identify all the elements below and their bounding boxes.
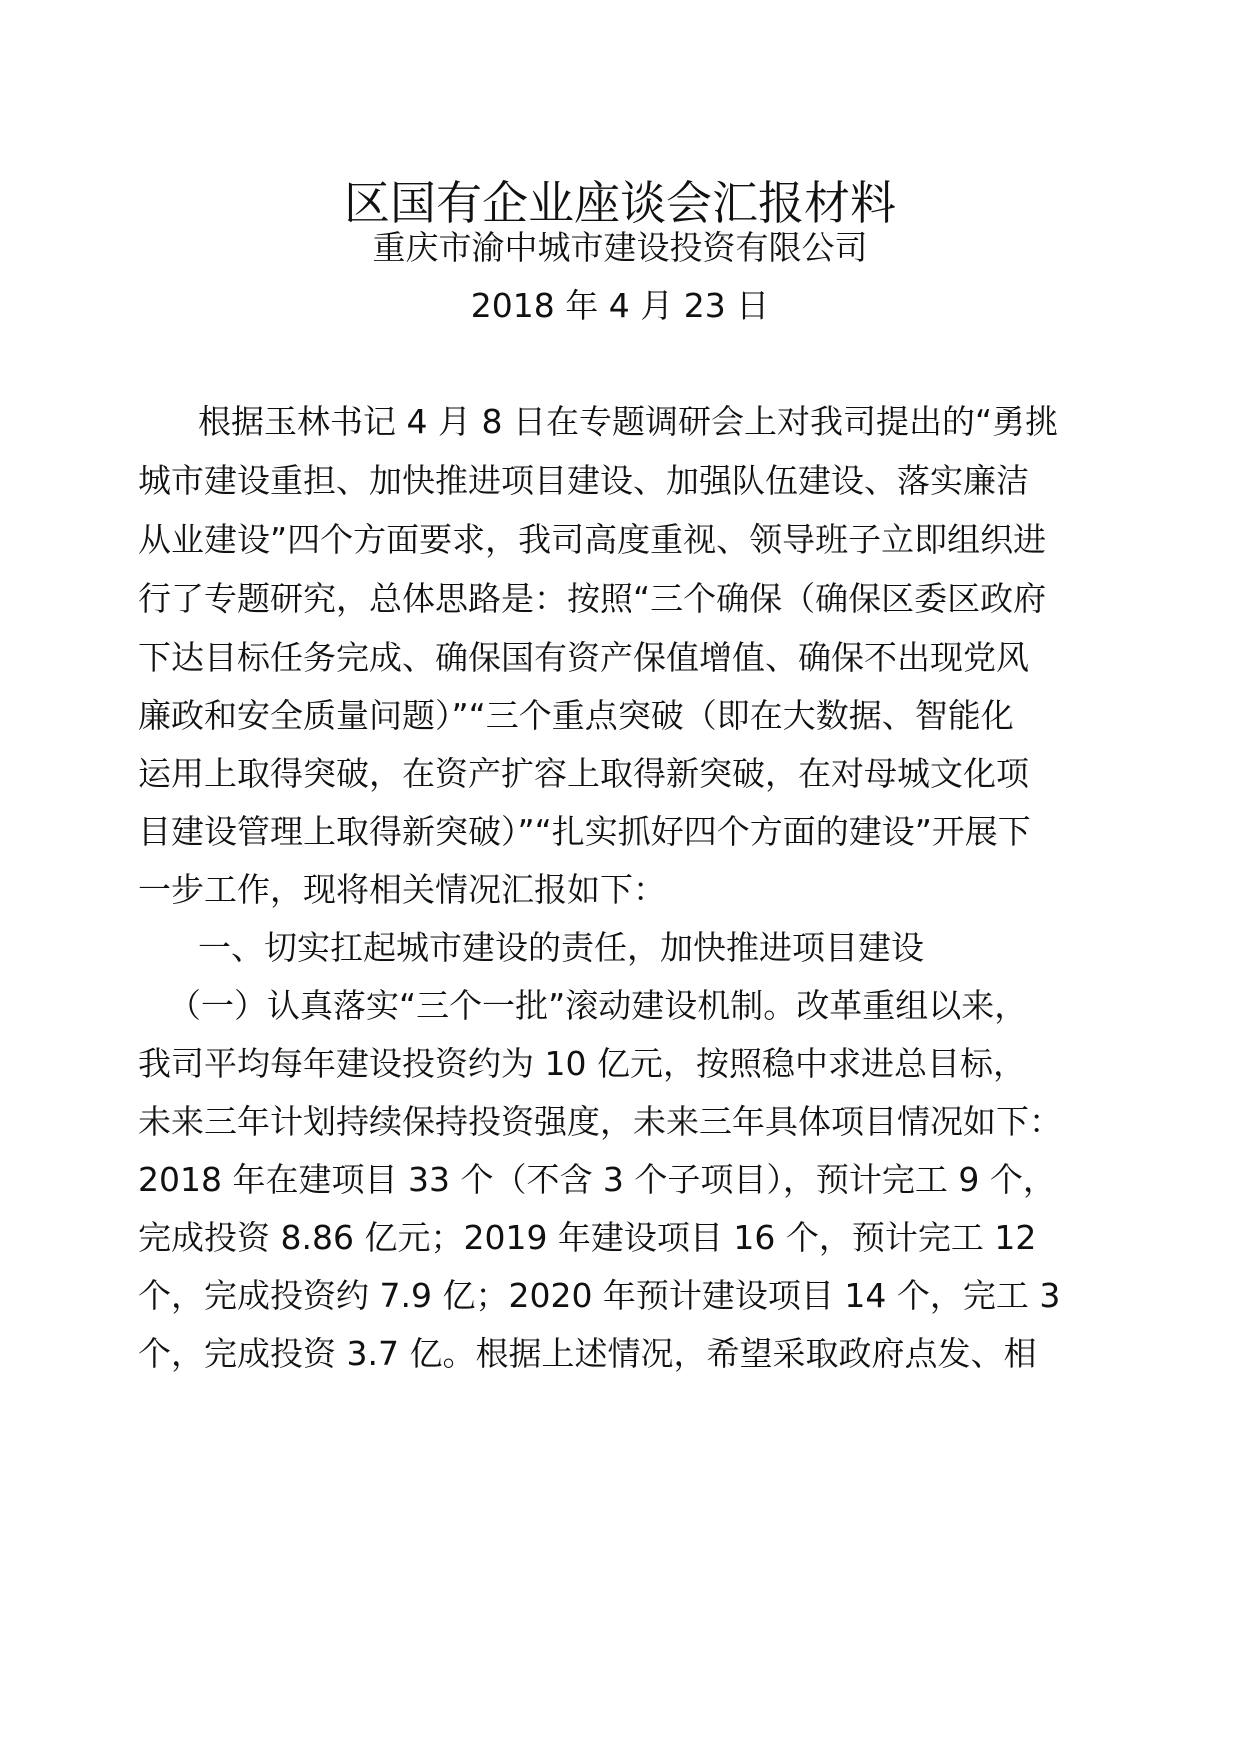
paragraph-line: 从业建设”四个方面要求，我司高度重视、领导班子立即组织进 <box>138 520 1047 559</box>
section-heading: 一、切实扛起城市建设的责任，加快推进项目建设 <box>198 928 924 967</box>
paragraph-line: 城市建设重担、加快推进项目建设、加强队伍建设、落实廉洁 <box>138 461 1029 500</box>
report-date: 2018 年 4 月 23 日 <box>470 286 770 325</box>
paragraph-line: 一步工作，现将相关情况汇报如下： <box>138 870 666 909</box>
paragraph-line: 廉政和安全质量问题）”“三个重点突破（即在大数据、智能化 <box>138 696 1014 735</box>
paragraph-line: 个，完成投资约 7.9 亿；2020 年预计建设项目 14 个，完工 3 <box>138 1276 1061 1315</box>
paragraph-line: 个，完成投资 3.7 亿。根据上述情况，希望采取政府点发、相 <box>138 1334 1037 1373</box>
company-name: 重庆市渝中城市建设投资有限公司 <box>372 228 868 267</box>
paragraph-line: 根据玉林书记 4 月 8 日在专题调研会上对我司提出的“勇挑 <box>198 402 1059 441</box>
subsection-line: （一）认真落实“三个一批”滚动建设机制。改革重组以来， <box>168 986 1028 1025</box>
paragraph-line: 我司平均每年建设投资约为 10 亿元，按照稳中求进总目标， <box>138 1044 1026 1083</box>
paragraph-line: 下达目标任务完成、确保国有资产保值增值、确保不出现党风 <box>138 638 1029 677</box>
paragraph-line: 目建设管理上取得新突破）”“扎实抓好四个方面的建设”开展下 <box>138 812 1031 851</box>
paragraph-line: 完成投资 8.86 亿元；2019 年建设项目 16 个，预计完工 12 <box>138 1218 1037 1257</box>
paragraph-line: 未来三年计划持续保持投资强度，未来三年具体项目情况如下： <box>138 1102 1062 1141</box>
paragraph-line: 运用上取得突破，在资产扩容上取得新突破，在对母城文化项 <box>138 754 1029 793</box>
document-title: 区国有企业座谈会汇报材料 <box>344 176 896 230</box>
paragraph-line: 2018 年在建项目 33 个（不含 3 个子项目），预计完工 9 个， <box>138 1160 1056 1199</box>
paragraph-line: 行了专题研究，总体思路是：按照“三个确保（确保区委区政府 <box>138 579 1047 618</box>
